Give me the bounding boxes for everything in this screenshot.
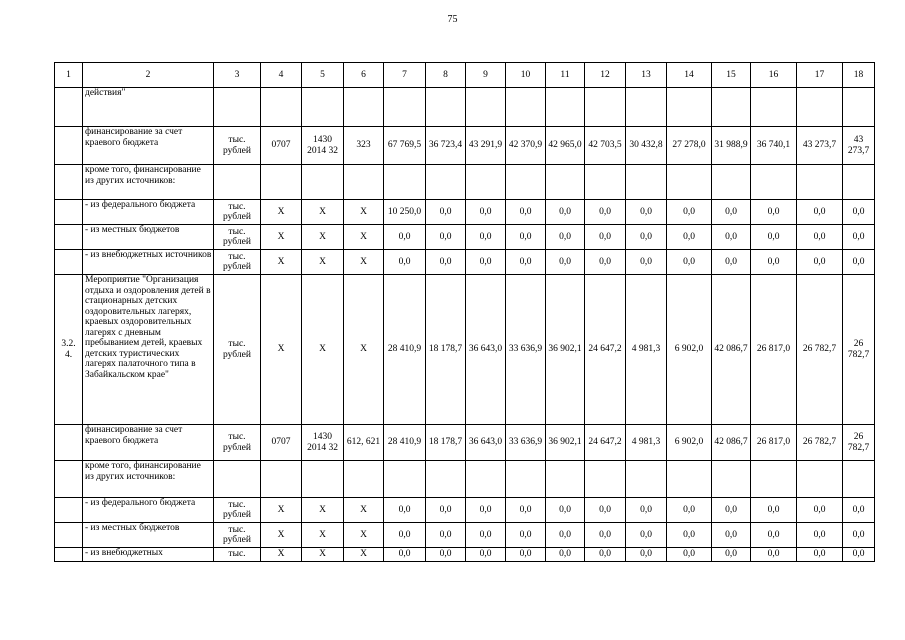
table-cell: 0,0 xyxy=(843,548,875,562)
row-description: кроме того, финансирование из других источников: xyxy=(83,165,214,200)
table-cell: 0,0 xyxy=(585,523,626,548)
table-cell: 0,0 xyxy=(667,548,712,562)
row-number xyxy=(55,225,83,250)
table-cell xyxy=(667,88,712,127)
table-cell: 26 782,7 xyxy=(843,425,875,461)
table-cell: X xyxy=(344,275,384,425)
table-cell: 0,0 xyxy=(797,250,843,275)
table-cell: 0,0 xyxy=(712,548,751,562)
table-cell: 28 410,9 xyxy=(384,275,426,425)
table-cell: 18 178,7 xyxy=(426,425,466,461)
table-cell: 0,0 xyxy=(667,225,712,250)
table-cell xyxy=(751,88,797,127)
row-number xyxy=(55,88,83,127)
table-cell: 0,0 xyxy=(546,200,585,225)
table-row xyxy=(55,88,875,127)
row-description: Мероприятие "Организация отдыха и оздоровления детей в стационарных детских оздоровительных лагерях, краевых оздоровительных лагерях с дневным пребыванием детей, краевых детских туристических лагерях палаточного типа в Забайкальском крае" xyxy=(83,275,214,425)
table-cell: X xyxy=(261,275,302,425)
table-cell: 1430 2014 32 xyxy=(302,425,344,461)
table-cell xyxy=(585,88,626,127)
column-header: 10 xyxy=(506,63,546,88)
table-cell: 0,0 xyxy=(506,523,546,548)
table-cell: X xyxy=(302,200,344,225)
table-cell: 0,0 xyxy=(843,250,875,275)
table-cell: 26 782,7 xyxy=(843,275,875,425)
table-cell xyxy=(585,461,626,498)
table-cell xyxy=(344,461,384,498)
table-cell: 26 817,0 xyxy=(751,425,797,461)
table-row xyxy=(55,425,875,461)
table-cell xyxy=(384,461,426,498)
column-header: 3 xyxy=(214,63,261,88)
table-cell: X xyxy=(344,498,384,523)
table-cell: 0,0 xyxy=(751,200,797,225)
table-cell: 36 740,1 xyxy=(751,127,797,165)
table-cell xyxy=(712,88,751,127)
table-cell: 33 636,9 xyxy=(506,275,546,425)
table-cell: тыс. xyxy=(214,548,261,562)
table-cell xyxy=(843,88,875,127)
column-header: 9 xyxy=(466,63,506,88)
table-cell: 0707 xyxy=(261,425,302,461)
column-header: 6 xyxy=(344,63,384,88)
row-description: - из федерального бюджета xyxy=(83,200,214,225)
table-cell: тыс. рублей xyxy=(214,127,261,165)
table-cell: 612, 621 xyxy=(344,425,384,461)
table-row xyxy=(55,275,875,425)
table-cell xyxy=(843,461,875,498)
table-cell: 0,0 xyxy=(626,548,667,562)
table-cell: 0,0 xyxy=(751,548,797,562)
table-cell: 36 902,1 xyxy=(546,425,585,461)
table-cell: 0,0 xyxy=(466,498,506,523)
table-cell xyxy=(712,461,751,498)
table-cell: 42 086,7 xyxy=(712,275,751,425)
table-cell: 0,0 xyxy=(626,200,667,225)
table-cell: 0,0 xyxy=(712,200,751,225)
table-cell xyxy=(426,461,466,498)
row-description: - из федерального бюджета xyxy=(83,498,214,523)
table-cell: 0,0 xyxy=(843,498,875,523)
table-cell xyxy=(626,165,667,200)
table-cell xyxy=(261,165,302,200)
table-row xyxy=(55,200,875,225)
table-cell: 0,0 xyxy=(466,523,506,548)
table-cell: 0,0 xyxy=(506,250,546,275)
table-cell: 0,0 xyxy=(585,250,626,275)
column-header: 7 xyxy=(384,63,426,88)
table-cell: X xyxy=(261,548,302,562)
table-cell: 6 902,0 xyxy=(667,275,712,425)
table-cell: 42 703,5 xyxy=(585,127,626,165)
table-cell: 0,0 xyxy=(585,225,626,250)
column-header: 13 xyxy=(626,63,667,88)
table-cell xyxy=(261,461,302,498)
column-header: 8 xyxy=(426,63,466,88)
table-cell: X xyxy=(302,523,344,548)
table-cell: X xyxy=(344,523,384,548)
table-cell: 0,0 xyxy=(843,225,875,250)
table-row xyxy=(55,127,875,165)
table-cell: X xyxy=(302,498,344,523)
table-cell: 4 981,3 xyxy=(626,425,667,461)
table-cell: 0,0 xyxy=(384,225,426,250)
column-header: 1 xyxy=(55,63,83,88)
table-cell: 43 291,9 xyxy=(466,127,506,165)
table-cell: 26 782,7 xyxy=(797,425,843,461)
row-number xyxy=(55,200,83,225)
table-cell: X xyxy=(344,250,384,275)
table-cell: 0,0 xyxy=(712,523,751,548)
table-cell xyxy=(751,165,797,200)
table-cell: 0,0 xyxy=(426,548,466,562)
table-cell: X xyxy=(302,225,344,250)
table-cell: X xyxy=(261,498,302,523)
table-cell: 0707 xyxy=(261,127,302,165)
table-cell: 10 250,0 xyxy=(384,200,426,225)
table-cell: 24 647,2 xyxy=(585,425,626,461)
column-header: 4 xyxy=(261,63,302,88)
table-cell xyxy=(506,165,546,200)
table-cell: 0,0 xyxy=(506,225,546,250)
table-cell xyxy=(302,88,344,127)
table-cell: X xyxy=(344,225,384,250)
table-row xyxy=(55,250,875,275)
table-cell: 0,0 xyxy=(667,250,712,275)
table-cell: 0,0 xyxy=(751,250,797,275)
table-row xyxy=(55,548,875,562)
table-cell: 0,0 xyxy=(751,225,797,250)
table-cell xyxy=(426,88,466,127)
table-cell: 0,0 xyxy=(546,250,585,275)
table-cell: X xyxy=(302,250,344,275)
row-description: - из местных бюджетов xyxy=(83,225,214,250)
row-number xyxy=(55,523,83,548)
table-cell: 31 988,9 xyxy=(712,127,751,165)
table-cell xyxy=(546,165,585,200)
table-row xyxy=(55,498,875,523)
table-cell: 0,0 xyxy=(384,548,426,562)
column-header: 14 xyxy=(667,63,712,88)
table-cell xyxy=(585,165,626,200)
table-cell xyxy=(751,461,797,498)
row-description: - из внебюджетных источников xyxy=(83,250,214,275)
table-cell: тыс. рублей xyxy=(214,523,261,548)
table-cell: 0,0 xyxy=(712,250,751,275)
table-cell xyxy=(214,165,261,200)
table-cell: 0,0 xyxy=(384,498,426,523)
table-cell xyxy=(214,88,261,127)
table-cell: X xyxy=(344,548,384,562)
table-cell: 67 769,5 xyxy=(384,127,426,165)
row-description: - из местных бюджетов xyxy=(83,523,214,548)
table-cell: 6 902,0 xyxy=(667,425,712,461)
page-number: 75 xyxy=(447,14,458,25)
table-cell: 0,0 xyxy=(712,498,751,523)
table-cell: 30 432,8 xyxy=(626,127,667,165)
table-cell xyxy=(626,88,667,127)
table-cell: 0,0 xyxy=(751,498,797,523)
table-cell: 0,0 xyxy=(751,523,797,548)
row-number xyxy=(55,498,83,523)
table-cell xyxy=(466,165,506,200)
row-description: финансирование за счет краевого бюджета xyxy=(83,127,214,165)
table-cell: тыс. рублей xyxy=(214,250,261,275)
table-cell: 0,0 xyxy=(797,498,843,523)
table-cell: 4 981,3 xyxy=(626,275,667,425)
table-cell: 43 273,7 xyxy=(843,127,875,165)
column-header: 12 xyxy=(585,63,626,88)
table-row xyxy=(55,461,875,498)
table-cell: 42 086,7 xyxy=(712,425,751,461)
table-cell xyxy=(546,88,585,127)
table-cell: 0,0 xyxy=(426,498,466,523)
table-cell xyxy=(261,88,302,127)
table-cell: тыс. рублей xyxy=(214,225,261,250)
row-number xyxy=(55,165,83,200)
column-header: 5 xyxy=(302,63,344,88)
row-number: 3.2. 4. xyxy=(55,275,83,425)
table-cell: X xyxy=(344,200,384,225)
table-cell: 36 723,4 xyxy=(426,127,466,165)
table-cell: 0,0 xyxy=(667,498,712,523)
table-cell xyxy=(302,165,344,200)
column-header: 2 xyxy=(83,63,214,88)
table-cell: 0,0 xyxy=(797,200,843,225)
table-cell xyxy=(344,165,384,200)
table-cell: 33 636,9 xyxy=(506,425,546,461)
table-cell xyxy=(797,88,843,127)
row-description: - из внебюджетных xyxy=(83,548,214,562)
table-cell xyxy=(302,461,344,498)
budget-table xyxy=(54,62,875,562)
table-cell xyxy=(843,165,875,200)
table-row xyxy=(55,225,875,250)
table-cell xyxy=(626,461,667,498)
column-header: 18 xyxy=(843,63,875,88)
table-cell: 24 647,2 xyxy=(585,275,626,425)
table-cell: тыс. рублей xyxy=(214,498,261,523)
table-cell xyxy=(667,165,712,200)
row-number xyxy=(55,250,83,275)
column-header: 16 xyxy=(751,63,797,88)
table-cell: X xyxy=(302,548,344,562)
table-cell: 18 178,7 xyxy=(426,275,466,425)
table-cell xyxy=(712,165,751,200)
table-cell: тыс. рублей xyxy=(214,425,261,461)
table-cell xyxy=(426,165,466,200)
table-cell xyxy=(344,88,384,127)
table-cell: 0,0 xyxy=(626,498,667,523)
table-cell: тыс. рублей xyxy=(214,200,261,225)
table-row xyxy=(55,523,875,548)
row-number xyxy=(55,425,83,461)
table-cell: X xyxy=(261,250,302,275)
table-cell: 0,0 xyxy=(466,548,506,562)
table-cell: 0,0 xyxy=(466,225,506,250)
table-cell: 0,0 xyxy=(843,523,875,548)
table-cell xyxy=(667,461,712,498)
table-cell: 0,0 xyxy=(546,548,585,562)
table-cell: 36 643,0 xyxy=(466,425,506,461)
table-cell: 0,0 xyxy=(626,225,667,250)
table-cell: 323 xyxy=(344,127,384,165)
table-cell xyxy=(466,88,506,127)
table-cell xyxy=(506,461,546,498)
table-cell: 0,0 xyxy=(506,498,546,523)
table-cell: 43 273,7 xyxy=(797,127,843,165)
table-cell: 28 410,9 xyxy=(384,425,426,461)
table-cell xyxy=(384,165,426,200)
table-cell: тыс. рублей xyxy=(214,275,261,425)
table-cell: 0,0 xyxy=(843,200,875,225)
table-cell: 0,0 xyxy=(506,200,546,225)
table-cell: 0,0 xyxy=(506,548,546,562)
table-cell: 27 278,0 xyxy=(667,127,712,165)
table-cell: 1430 2014 32 xyxy=(302,127,344,165)
table-cell: 0,0 xyxy=(546,523,585,548)
table-cell: 0,0 xyxy=(384,250,426,275)
table-cell: 0,0 xyxy=(797,225,843,250)
row-description: действия" xyxy=(83,88,214,127)
table-cell: 36 643,0 xyxy=(466,275,506,425)
table-cell: 0,0 xyxy=(626,250,667,275)
row-description: финансирование за счет краевого бюджета xyxy=(83,425,214,461)
table-cell xyxy=(797,461,843,498)
column-header: 17 xyxy=(797,63,843,88)
table-cell: 0,0 xyxy=(466,250,506,275)
header-row xyxy=(55,63,875,88)
table-cell: 0,0 xyxy=(667,523,712,548)
table-cell: 0,0 xyxy=(426,523,466,548)
table-cell: X xyxy=(261,200,302,225)
table-cell xyxy=(384,88,426,127)
table-cell: 0,0 xyxy=(797,523,843,548)
row-number xyxy=(55,127,83,165)
table-cell: 0,0 xyxy=(797,548,843,562)
table-cell xyxy=(797,165,843,200)
table-cell: 0,0 xyxy=(585,200,626,225)
table-cell: 0,0 xyxy=(466,200,506,225)
row-number xyxy=(55,461,83,498)
column-header: 15 xyxy=(712,63,751,88)
table-cell: 0,0 xyxy=(546,498,585,523)
table-cell: 0,0 xyxy=(585,498,626,523)
table-cell: 0,0 xyxy=(626,523,667,548)
table-cell: 0,0 xyxy=(667,200,712,225)
table-cell: 0,0 xyxy=(426,250,466,275)
row-number xyxy=(55,548,83,562)
table-cell xyxy=(546,461,585,498)
table-cell: X xyxy=(261,225,302,250)
table-cell: 0,0 xyxy=(585,548,626,562)
table-cell: 26 817,0 xyxy=(751,275,797,425)
table-cell: 42 965,0 xyxy=(546,127,585,165)
table-cell: 26 782,7 xyxy=(797,275,843,425)
table-cell: 0,0 xyxy=(426,200,466,225)
table-row xyxy=(55,165,875,200)
table-cell: X xyxy=(261,523,302,548)
table-cell xyxy=(466,461,506,498)
table-cell: 0,0 xyxy=(712,225,751,250)
table-cell xyxy=(506,88,546,127)
table-cell xyxy=(214,461,261,498)
table-cell: 0,0 xyxy=(384,523,426,548)
table-cell: 0,0 xyxy=(426,225,466,250)
table-cell: 42 370,9 xyxy=(506,127,546,165)
table-cell: 36 902,1 xyxy=(546,275,585,425)
table-cell: 0,0 xyxy=(546,225,585,250)
table-cell: X xyxy=(302,275,344,425)
row-description: кроме того, финансирование из других источников: xyxy=(83,461,214,498)
column-header: 11 xyxy=(546,63,585,88)
